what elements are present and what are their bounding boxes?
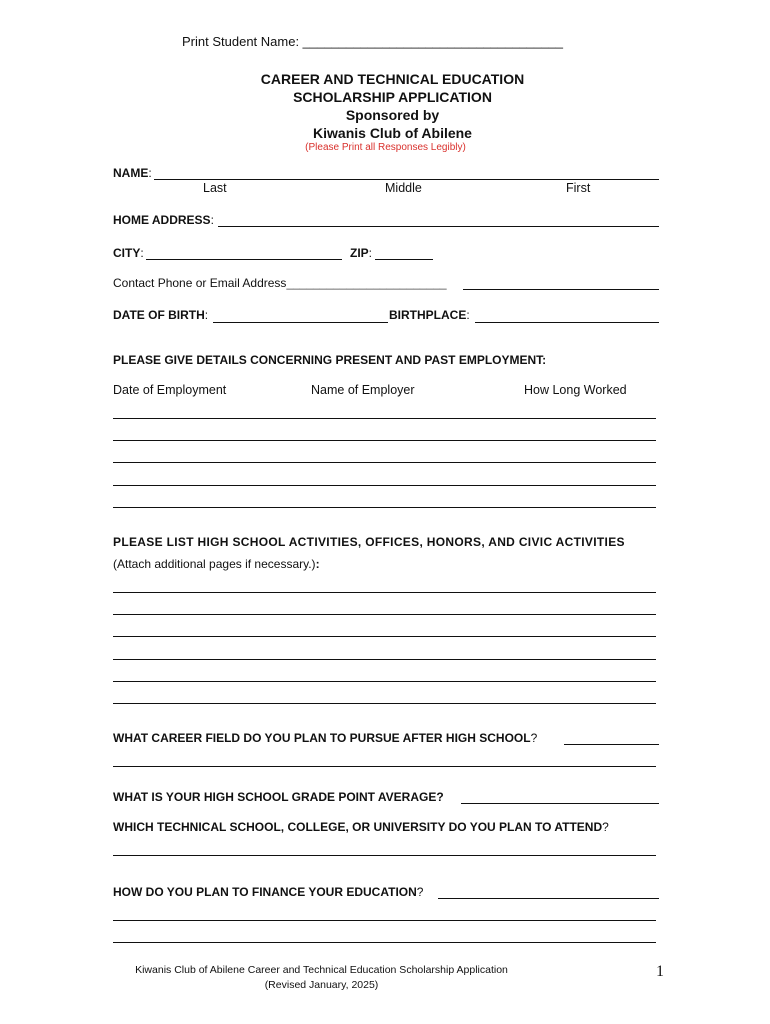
footer-line-2: (Revised January, 2025)	[264, 979, 379, 991]
activities-line[interactable]	[113, 636, 656, 637]
employment-line[interactable]	[113, 507, 656, 508]
contact-label: Contact Phone or Email Address________________________	[113, 276, 447, 290]
name-field-label: NAME:	[113, 166, 152, 180]
finance-input-line-3[interactable]	[113, 942, 656, 943]
footer-line-1: Kiwanis Club of Abilene Career and Technical Education Scholarship Application	[135, 964, 508, 976]
employment-heading: PLEASE GIVE DETAILS CONCERNING PRESENT AND PAST EMPLOYMENT:	[113, 353, 547, 367]
employment-line[interactable]	[113, 418, 656, 419]
gpa-input-line[interactable]	[461, 803, 659, 804]
activities-line[interactable]	[113, 592, 656, 593]
title-line-4: Kiwanis Club of Abilene	[313, 125, 472, 141]
activities-line[interactable]	[113, 703, 656, 704]
title-line-2: SCHOLARSHIP APPLICATION	[293, 89, 492, 105]
home-address-label: HOME ADDRESS:	[113, 213, 214, 227]
activities-subnote: (Attach additional pages if necessary.):	[113, 557, 320, 571]
employment-line[interactable]	[113, 462, 656, 463]
finance-input-line-2[interactable]	[113, 920, 656, 921]
employment-line[interactable]	[113, 440, 656, 441]
name-middle-caption: Middle	[385, 181, 422, 195]
name-first-caption: First	[566, 181, 591, 195]
date-of-birth-label: DATE OF BIRTH:	[113, 308, 209, 322]
page-number: 1	[656, 963, 664, 980]
birthplace-input-line[interactable]	[475, 322, 659, 323]
finance-question: HOW DO YOU PLAN TO FINANCE YOUR EDUCATION?	[113, 885, 424, 899]
activities-heading: PLEASE LIST HIGH SCHOOL ACTIVITIES, OFFICES, HONORS, AND CIVIC ACTIVITIES	[113, 535, 625, 549]
school-question: WHICH TECHNICAL SCHOOL, COLLEGE, OR UNIVERSITY DO YOU PLAN TO ATTEND?	[113, 820, 609, 834]
employment-col-employer: Name of Employer	[311, 383, 415, 397]
activities-line[interactable]	[113, 659, 656, 660]
zip-label: ZIP:	[350, 246, 373, 260]
footer-text	[113, 963, 530, 993]
city-input-line[interactable]	[146, 259, 342, 260]
print-legibly-note: (Please Print all Responses Legibly)	[305, 142, 466, 153]
name-last-caption: Last	[203, 181, 227, 195]
city-label: CITY:	[113, 246, 144, 260]
activities-line[interactable]	[113, 614, 656, 615]
print-student-name-label: Print Student Name: ____________________________________	[182, 34, 563, 49]
employment-line[interactable]	[113, 485, 656, 486]
date-of-birth-input-line[interactable]	[213, 322, 388, 323]
gpa-question: WHAT IS YOUR HIGH SCHOOL GRADE POINT AVERAGE?	[113, 790, 444, 804]
zip-input-line[interactable]	[375, 259, 433, 260]
contact-input-line[interactable]	[463, 289, 659, 290]
home-address-input-line[interactable]	[218, 226, 659, 227]
name-input-line[interactable]	[154, 179, 659, 180]
employment-col-date: Date of Employment	[113, 383, 227, 397]
title-line-1: CAREER AND TECHNICAL EDUCATION	[260, 71, 525, 87]
career-question: WHAT CAREER FIELD DO YOU PLAN TO PURSUE AFTER HIGH SCHOOL?	[113, 731, 538, 745]
birthplace-label: BIRTHPLACE:	[389, 308, 470, 322]
school-input-line[interactable]	[113, 855, 656, 856]
career-input-line[interactable]	[564, 744, 659, 745]
employment-col-how-long: How Long Worked	[524, 383, 627, 397]
finance-input-line[interactable]	[438, 898, 659, 899]
title-line-3: Sponsored by	[345, 107, 440, 123]
activities-line[interactable]	[113, 681, 656, 682]
career-input-line-2[interactable]	[113, 766, 656, 767]
